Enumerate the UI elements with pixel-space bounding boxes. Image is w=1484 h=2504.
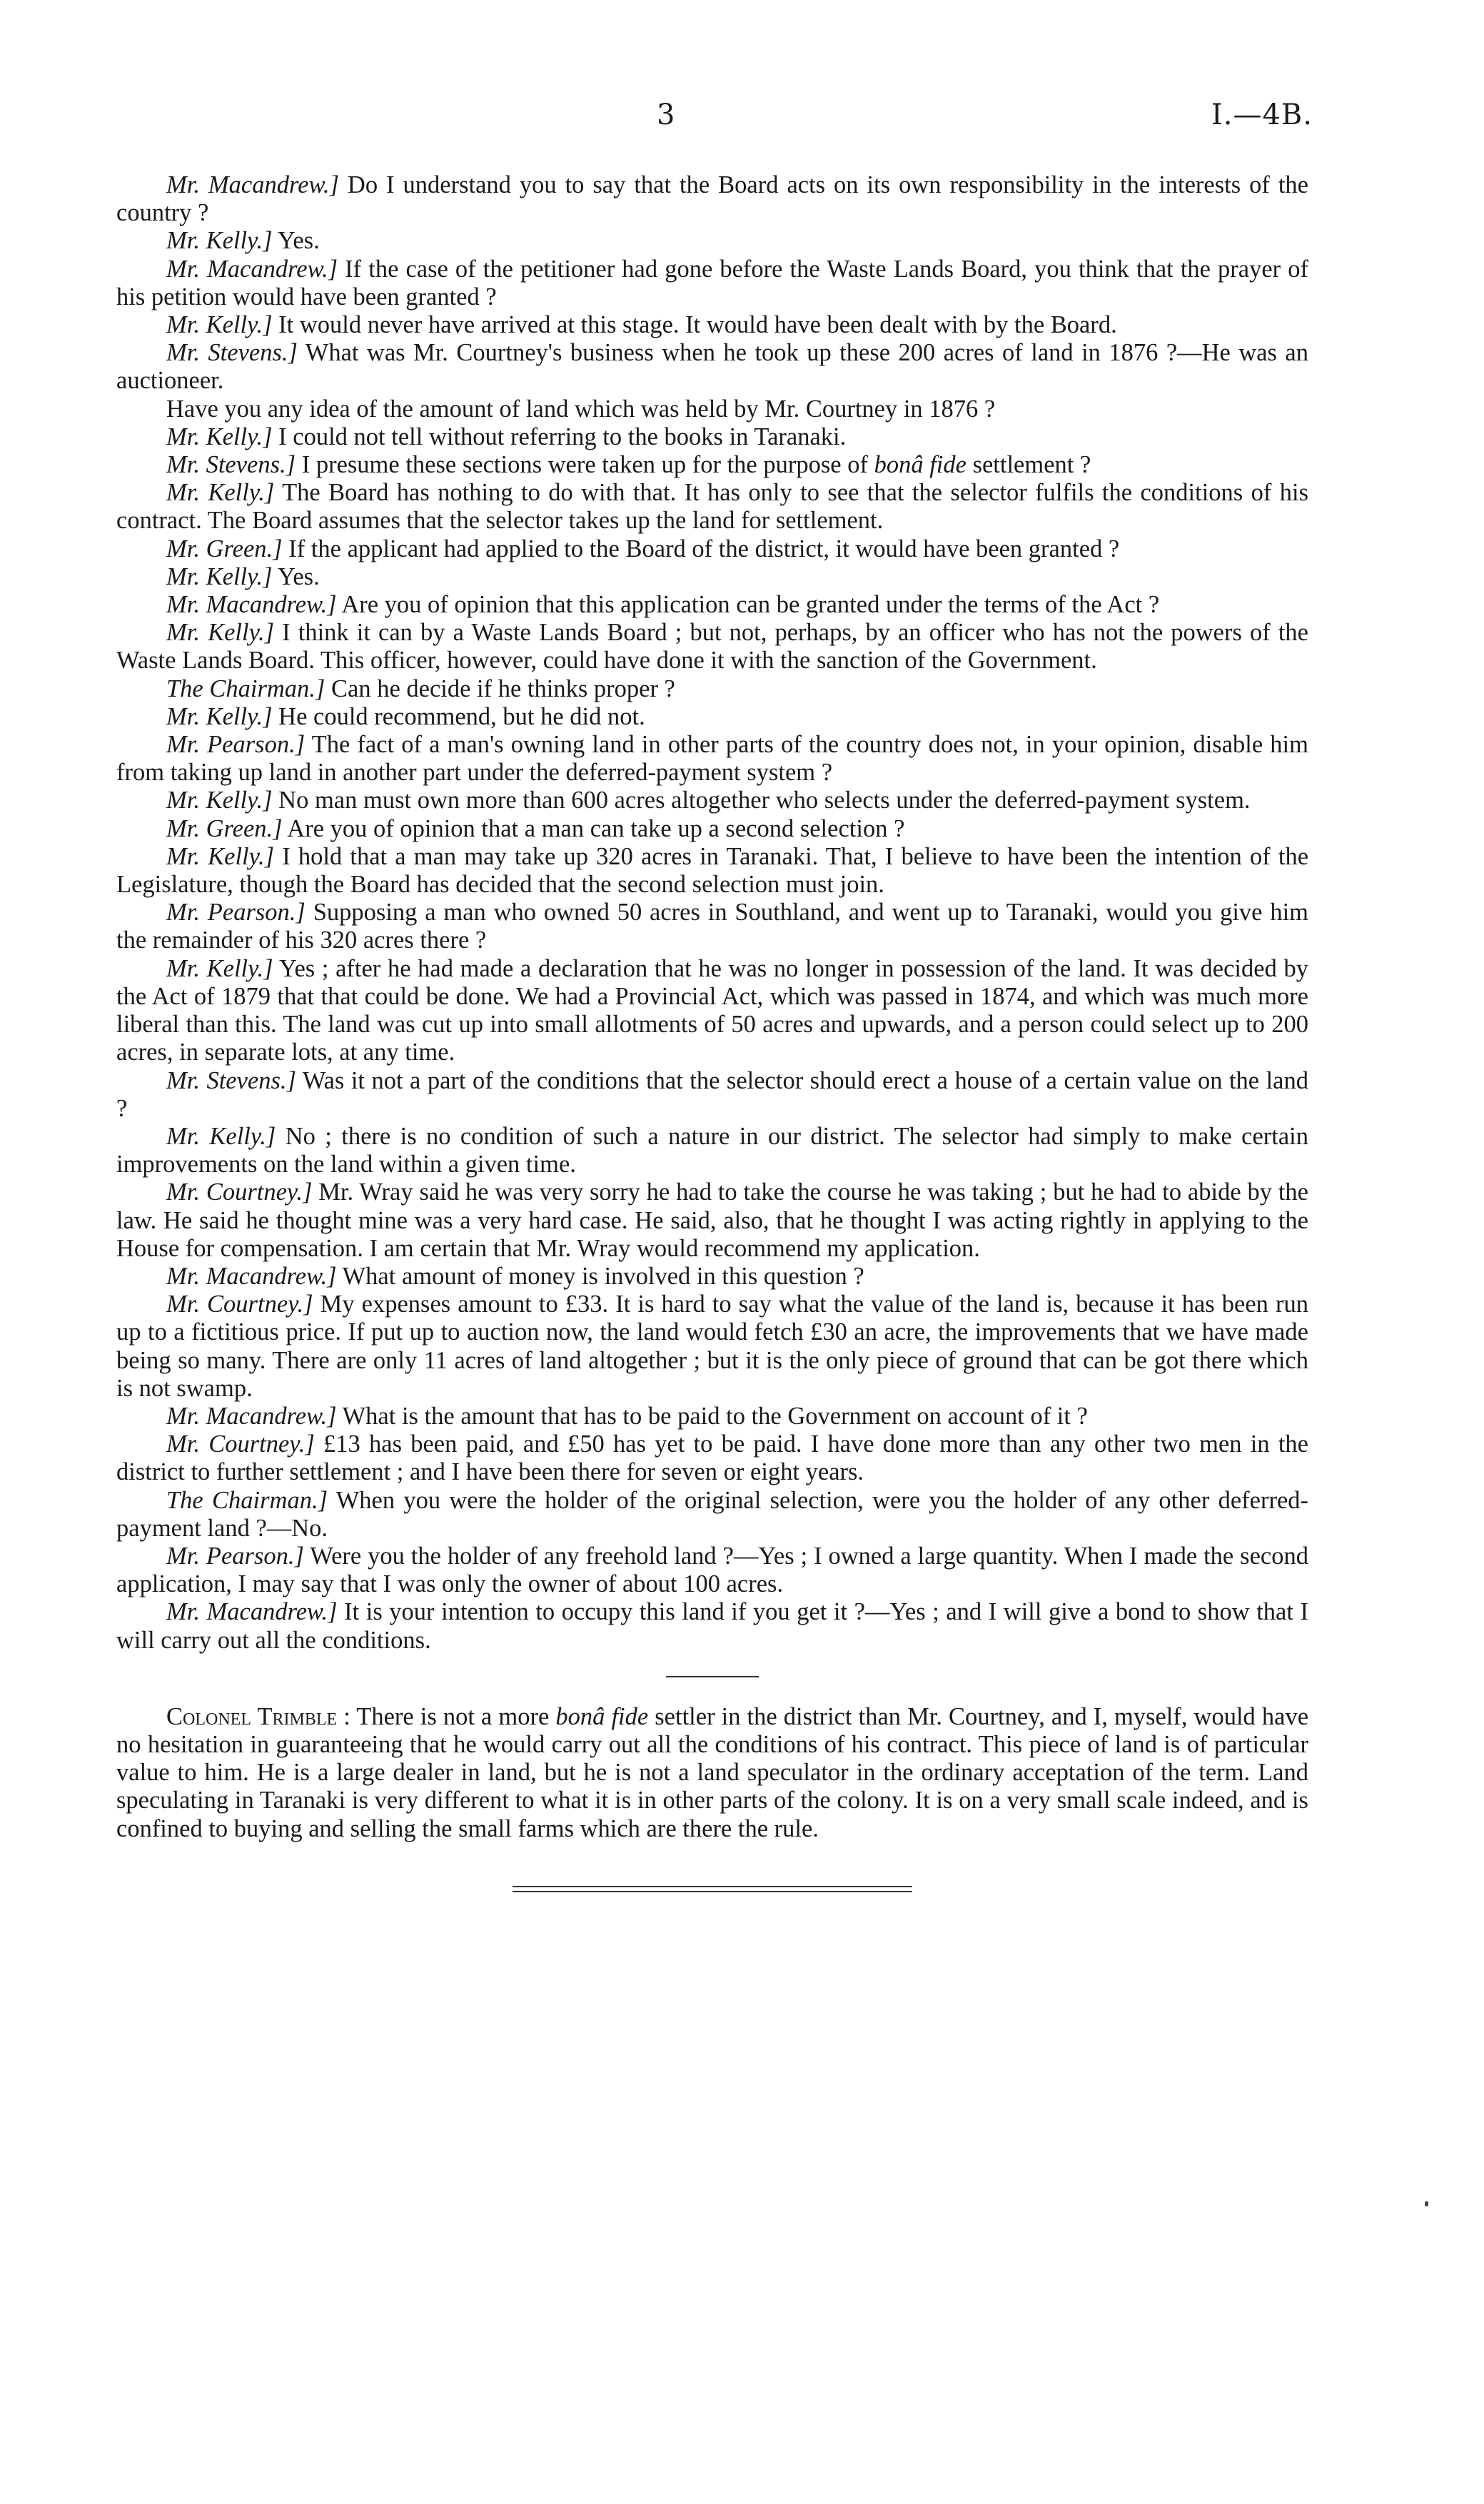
paragraph-text: When you were the holder of the original selection, were you the holder of any other deferred-payment land ?—No.: [116, 1486, 1308, 1542]
paragraph-text: Yes.: [272, 227, 320, 255]
paragraph-text: The fact of a man's owning land in other parts of the country does not, in your opinion, disable him from taking up land in another part under the deferred-payment system ?: [116, 731, 1308, 787]
transcript-paragraph: [116, 1543, 1308, 1598]
speaker-name: Mr. Stevens.]: [166, 339, 298, 367]
transcript-paragraph: [116, 731, 1308, 787]
speaker-name: Mr. Kelly.]: [166, 227, 273, 255]
transcript-paragraph: [116, 311, 1308, 339]
paragraph-tail: settlement ?: [966, 451, 1091, 479]
page-header: [0, 99, 1484, 141]
speaker-name: Mr. Kelly.]: [166, 479, 275, 507]
statement-text: settler in the district than Mr. Courtney, and I, myself, would have no hesitation in guaranteeing that he would carry out all the conditions of his contract. This piece of land is of particular value to him. He is a large dealer in land, but he is not a land speculator in the ordinary acceptation of the term. Land speculating in Taranaki is very different to what it is in other parts of the colony. It is on a very small scale indeed, and is confined to buying and selling the small farms which are there the rule.: [116, 1702, 1309, 1842]
speaker-name: Mr. Pearson.]: [166, 1542, 304, 1570]
paragraph-text: Were you the holder of any freehold land ?—Yes ; I owned a large quantity. When I made the second application, I may say that I was only the owner of about 100 acres.: [116, 1542, 1308, 1598]
speaker-name: Mr. Macandrew.]: [166, 255, 338, 283]
transcript-paragraph: [116, 1487, 1308, 1543]
colonel-trimble-statement: [116, 1703, 1308, 1843]
speaker-name: The Chairman.]: [166, 675, 325, 702]
speaker-name: Mr. Kelly.]: [166, 787, 273, 814]
paragraph-text: What was Mr. Courtney's business when he took up these 200 acres of land in 1876 ?—He was an auctioneer.: [116, 339, 1308, 395]
paragraph-text: I hold that a man may take up 320 acres in Taranaki. That, I believe to have been the intention of the Legislature, though the Board has decided that the second selection must join.: [116, 842, 1309, 899]
speaker-name: Mr. Kelly.]: [166, 702, 273, 730]
transcript-paragraph: [116, 1067, 1308, 1123]
transcript-paragraph: [116, 1403, 1308, 1430]
paragraph-text: Yes.: [272, 562, 320, 590]
paragraph-text: It would never have arrived at this stage. It would have been dealt with by the Board.: [272, 311, 1117, 339]
statement-italic: bonâ fide: [555, 1702, 649, 1730]
paragraph-text: I could not tell without referring to the books in Taranaki.: [272, 423, 847, 450]
paragraph-text: No ; there is no condition of such a nature in our district. The selector had simply to make certain improvements on the land within a given time.: [116, 1122, 1309, 1178]
speaker-name: Mr. Kelly.]: [166, 423, 273, 450]
speaker-name: Mr. Kelly.]: [166, 562, 273, 590]
closing-double-rule: [513, 1886, 912, 1892]
transcript-paragraph: [116, 1263, 1308, 1291]
speaker-name: Mr. Macandrew.]: [166, 1262, 337, 1290]
paragraph-text: It is your intention to occupy this land if you get it ?—Yes ; and I will give a bond to show that I will carry out all the conditions.: [116, 1598, 1308, 1654]
transcript-paragraph: [116, 339, 1308, 395]
transcript-paragraph: [116, 395, 1308, 423]
speaker-name: Mr. Macandrew.]: [166, 171, 339, 198]
transcript-paragraph: [116, 815, 1308, 843]
speaker-name: Mr. Courtney.]: [166, 1430, 315, 1458]
transcript-paragraph: [116, 899, 1308, 954]
paragraph-text: No man must own more than 600 acres altogether who selects under the deferred-payment system.: [272, 787, 1251, 814]
speaker-name: Mr. Kelly.]: [166, 1122, 276, 1150]
transcript-paragraph: [116, 535, 1308, 563]
transcript-paragraph: [116, 787, 1308, 814]
page-number: 3: [657, 99, 675, 131]
paragraph-text: Are you of opinion that this application can be granted under the terms of the Act ?: [336, 591, 1160, 619]
statement-speaker: Colonel Trimble: [166, 1702, 338, 1730]
transcript-paragraph: [116, 227, 1308, 255]
transcript-paragraph: [116, 1123, 1308, 1178]
speaker-name: Mr. Kelly.]: [166, 619, 275, 647]
transcript-paragraph: [116, 1178, 1308, 1263]
paragraph-text: What amount of money is involved in this question ?: [336, 1262, 864, 1290]
transcript-paragraph: [116, 256, 1308, 311]
transcript-paragraph: [116, 1291, 1308, 1403]
paragraph-text: Are you of opinion that a man can take up a second selection ?: [282, 814, 905, 842]
transcript-paragraph: [116, 1430, 1308, 1486]
speaker-name: The Chairman.]: [166, 1486, 328, 1514]
transcript-paragraph: [116, 703, 1308, 731]
section-divider: [666, 1676, 759, 1677]
transcript-paragraph: [116, 563, 1308, 591]
print-speck: [1425, 2201, 1428, 2206]
transcript-paragraph: [116, 423, 1308, 451]
paragraph-text: The Board has nothing to do with that. It has only to see that the selector fulfils the conditions of his contract. The Board assumes that the selector takes up the land for settlement.: [116, 479, 1308, 535]
paragraph-text: Was it not a part of the conditions that the selector should erect a house of a certain value on the land ?: [116, 1066, 1308, 1122]
paragraph-text: I think it can by a Waste Lands Board ; but not, perhaps, by an officer who has not the powers of the Waste Lands Board. This officer, however, could have done it with the sanction of the Government.: [116, 619, 1308, 675]
paragraph-text: If the case of the petitioner had gone before the Waste Lands Board, you think that the prayer of his petition would have been granted ?: [116, 255, 1308, 311]
speaker-name: Mr. Kelly.]: [166, 311, 273, 339]
speaker-name: Mr. Green.]: [166, 535, 283, 562]
paragraph-text: Supposing a man who owned 50 acres in Southland, and went up to Taranaki, would you give him the remainder of his 320 acres there ?: [116, 899, 1308, 954]
paragraph-text: I presume these sections were taken up for the purpose of: [296, 451, 874, 479]
evidence-transcript: [116, 171, 1308, 1655]
speaker-name: Mr. Macandrew.]: [166, 1402, 337, 1430]
speaker-name: Mr. Macandrew.]: [166, 1598, 338, 1626]
paragraph-text: Have you any idea of the amount of land which was held by Mr. Courtney in 1876 ?: [166, 395, 996, 423]
speaker-name: Mr. Pearson.]: [166, 731, 306, 759]
speaker-name: Mr. Green.]: [166, 814, 283, 842]
speaker-name: Mr. Kelly.]: [166, 954, 273, 982]
speaker-name: Mr. Courtney.]: [166, 1291, 313, 1318]
document-reference: I.—4B.: [1211, 99, 1313, 131]
transcript-paragraph: [116, 591, 1308, 619]
speaker-name: Mr. Macandrew.]: [166, 591, 337, 619]
transcript-paragraph: [116, 479, 1308, 535]
transcript-paragraph: [116, 843, 1308, 899]
speaker-name: Mr. Kelly.]: [166, 842, 275, 870]
page-body: [116, 171, 1308, 1896]
speaker-name: Mr. Stevens.]: [166, 1066, 296, 1094]
paragraph-text: What is the amount that has to be paid to the Government on account of it ?: [336, 1402, 1088, 1430]
paragraph-text: Can he decide if he thinks proper ?: [325, 675, 675, 702]
transcript-paragraph: [116, 675, 1308, 703]
speaker-name: Mr. Courtney.]: [166, 1178, 313, 1206]
paragraph-text: Yes ; after he had made a declaration that he was no longer in possession of the land. It was decided by the Act of 1879 that that could be done. We had a Provincial Act, which was passed in 1874, and which was much more liberal than this. The land was cut up into small allotments of 50 acres and upwards, and a person could select up to 200 acres, in separate lots, at any time.: [116, 954, 1308, 1066]
paragraph-text: Do I understand you to say that the Board acts on its own responsibility in the interests of the country ?: [116, 171, 1308, 227]
paragraph-text: Mr. Wray said he was very sorry he had to take the course he was taking ; but he had to abide by the law. He said he thought mine was a very hard case. He said, also, that he thought I was acting rightly in applying to the House for compensation. I am certain that Mr. Wray would recommend my application.: [116, 1178, 1308, 1262]
transcript-paragraph: [116, 619, 1308, 675]
transcript-paragraph: [116, 451, 1308, 479]
speaker-name: Mr. Stevens.]: [166, 451, 296, 479]
transcript-paragraph: [116, 955, 1308, 1067]
transcript-paragraph: [116, 171, 1308, 227]
paragraph-text: My expenses amount to £33. It is hard to say what the value of the land is, because it has been run up to a fictitious price. If put up to auction now, the land would fetch £30 an acre, the improvements that we have made being so many. There are only 11 acres of land altogether ; but it is the only piece of ground that can be got there which is not swamp.: [116, 1291, 1308, 1402]
paragraph-text: £13 has been paid, and £50 has yet to be paid. I have done more than any other two men in the district to further settlement ; and I have been there for seven or eight years.: [116, 1430, 1308, 1486]
paragraph-text: He could recommend, but he did not.: [272, 702, 645, 730]
italic-phrase: bonâ fide: [874, 451, 966, 479]
transcript-paragraph: [116, 1598, 1308, 1654]
speaker-name: Mr. Pearson.]: [166, 899, 306, 927]
paragraph-text: If the applicant had applied to the Board of the district, it would have been granted ?: [282, 535, 1120, 562]
statement-pre: : There is not a more: [337, 1702, 556, 1730]
